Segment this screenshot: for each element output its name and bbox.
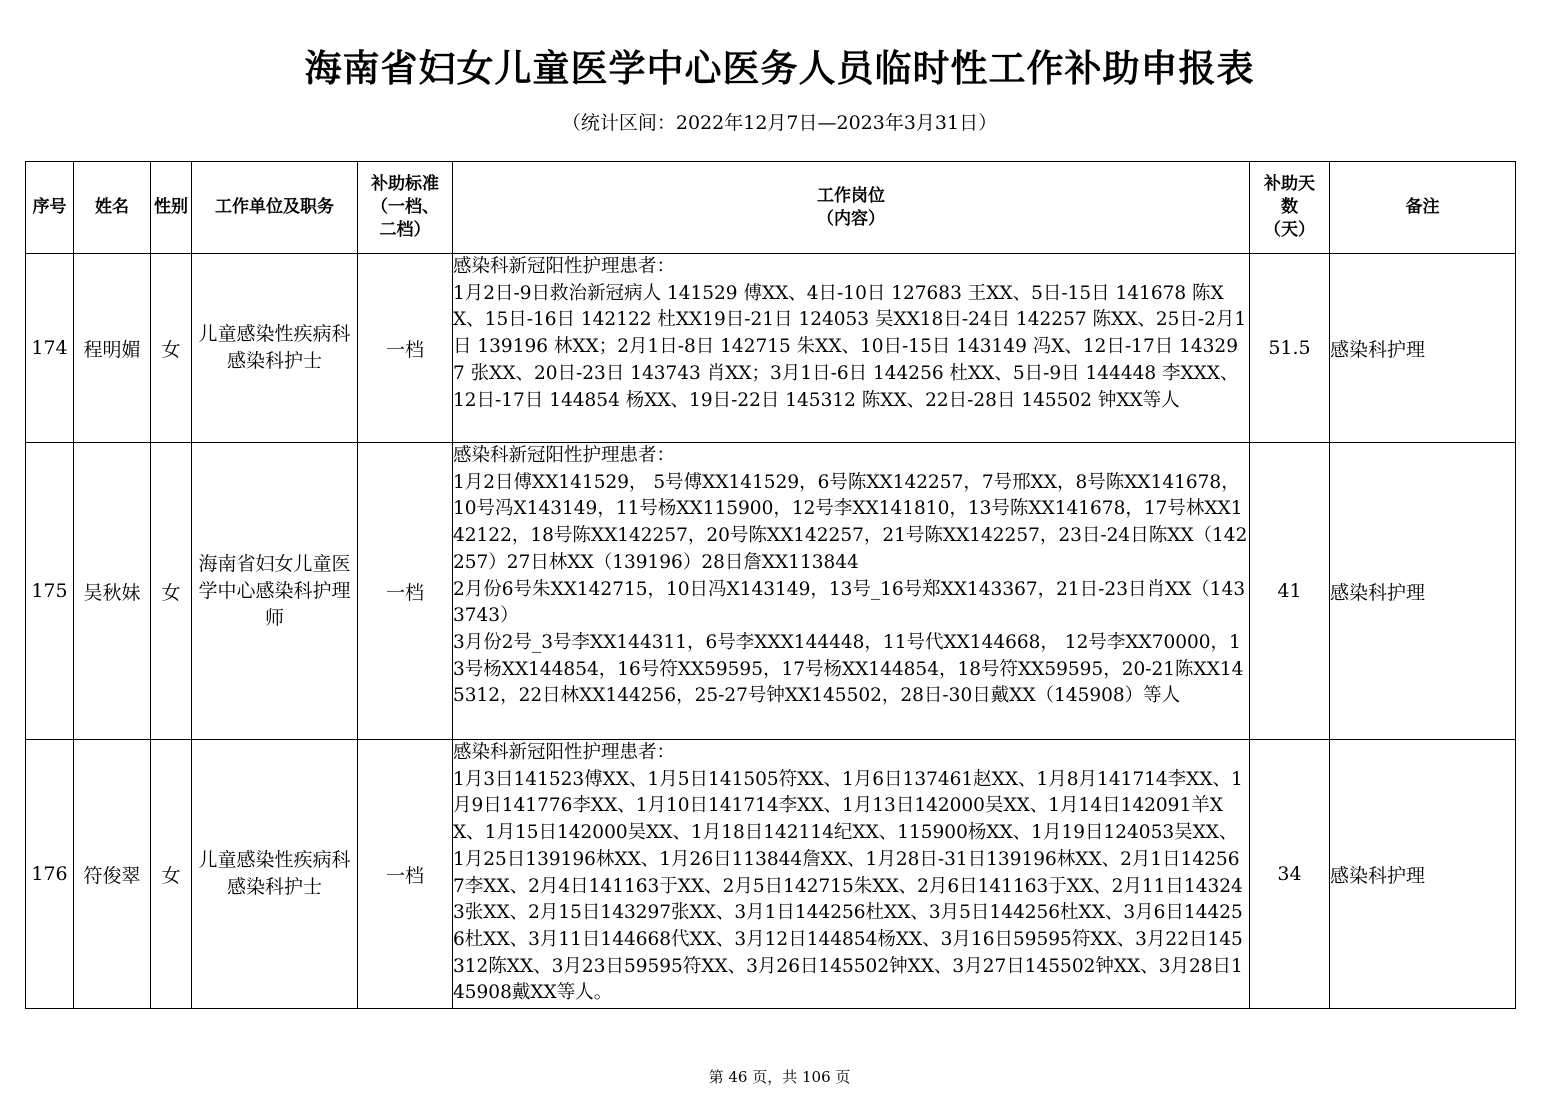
header-name: 姓名: [74, 162, 151, 254]
row-name: 程明媚: [74, 254, 151, 443]
page-number: 第 46 页，共 106 页: [708, 1068, 851, 1086]
header-standard: 补助标准 （一档、 二档）: [358, 162, 453, 254]
row-unit: 儿童感染性疾病科 感染科护士: [192, 254, 358, 443]
row-gender: 女: [151, 740, 192, 1009]
statistics-period: （统计区间：2022年12月7日—2023年3月31日）: [561, 112, 998, 134]
header-note: 备注: [1330, 162, 1516, 254]
table-header-row: [26, 162, 1516, 254]
table-row: [26, 443, 1516, 740]
row-name: 吴秋妹: [74, 443, 151, 740]
row-note: 感染科护理: [1330, 443, 1516, 740]
row-seq: 174: [26, 254, 74, 443]
row-unit: 海南省妇女儿童医学中心感染科护理师: [192, 443, 358, 740]
subsidy-table: [25, 161, 1516, 1009]
row-days: 51.5: [1250, 254, 1330, 443]
page-title: 海南省妇女儿童医学中心医务人员临时性工作补助申报表: [304, 47, 1255, 90]
row-post-content: 感染科新冠阳性护理患者： 1月3日141523傅XX、1月5日141505符XX、1月6日137461赵XX、1月8月141714李XX、1月9日141776李XX、1月10日141714李XX、1月13日142000吴XX、1月14日142091羊XX、1月15日142000吴XX、1月18日142114纪XX、115900杨XX、1月19日124053吴XX、1月25日139196林XX、1月26日113844詹XX、1月28日-31日139196林XX、2月1日142567李XX、2月4日141163于XX、2月5日142715朱XX、2月6日141163于XX、2月11日143243张XX、2月15日143297张XX、3月1日144256杜XX、3月5日144256杜XX、3月6日144256杜XX、3月11日144668代XX、3月12日144854杨XX、3月16日59595符XX、3月22日145312陈XX、3月23日59595符XX、3月26日145502钟XX、3月27日145502钟XX、3月28日145908戴XX等人。: [453, 740, 1250, 1009]
row-post-content: 感染科新冠阳性护理患者： 1月2日傅XX141529， 5号傅XX141529，6号陈XX142257，7号邢XX，8号陈XX141678，10号冯X143149，11号杨XX115900，12号李XX141810，13号陈XX141678，17号林XX142122，18号陈XX142257，20号陈XX142257，21号陈XX142257，23日-24日陈XX（142257）27日林XX（139196）28日詹XX113844 2月份6号朱XX142715，10日冯X143149，13号_16号郑XX143367，21日-23日肖XX（1433743） 3月份2号_3号李XX144311，6号李XXX144448，11号代XX144668， 12号李XX70000，13号杨XX144854，16号符XX59595，17号杨XX144854，18号符XX59595，20-21陈XX145312，22日林XX144256，25-27号钟XX145502，28日-30日戴XX（145908）等人: [453, 443, 1250, 740]
row-days: 41: [1250, 443, 1330, 740]
header-gender: 性别: [151, 162, 192, 254]
row-gender: 女: [151, 443, 192, 740]
row-note: 感染科护理: [1330, 254, 1516, 443]
table-row: [26, 740, 1516, 1009]
row-note: 感染科护理: [1330, 740, 1516, 1009]
header-unit: 工作单位及职务: [192, 162, 358, 254]
row-standard: 一档: [358, 254, 453, 443]
header-seq: 序号: [26, 162, 74, 254]
header-post: 工作岗位 （内容）: [453, 162, 1250, 254]
row-unit: 儿童感染性疾病科 感染科护士: [192, 740, 358, 1009]
header-days: 补助天 数 （天）: [1250, 162, 1330, 254]
table-row: [26, 254, 1516, 443]
row-days: 34: [1250, 740, 1330, 1009]
row-name: 符俊翠: [74, 740, 151, 1009]
row-standard: 一档: [358, 443, 453, 740]
row-seq: 176: [26, 740, 74, 1009]
row-standard: 一档: [358, 740, 453, 1009]
row-post-content: 感染科新冠阳性护理患者： 1月2日-9日救治新冠病人 141529 傅XX、4日-10日 127683 王XX、5日-15日 141678 陈XX、15日-16日 142122 杜XX19日-21日 124053 吴XX18日-24日 142257 陈XX、25日-2月1日 139196 林XX；2月1日-8日 142715 朱XX、10日-15日 143149 冯X、12日-17日 143297 张XX、20日-23日 143743 肖XX；3月1日-6日 144256 杜XX、5日-9日 144448 李XXX、12日-17日 144854 杨XX、19日-22日 145312 陈XX、22日-28日 145502 钟XX等人: [453, 254, 1250, 443]
row-gender: 女: [151, 254, 192, 443]
row-seq: 175: [26, 443, 74, 740]
